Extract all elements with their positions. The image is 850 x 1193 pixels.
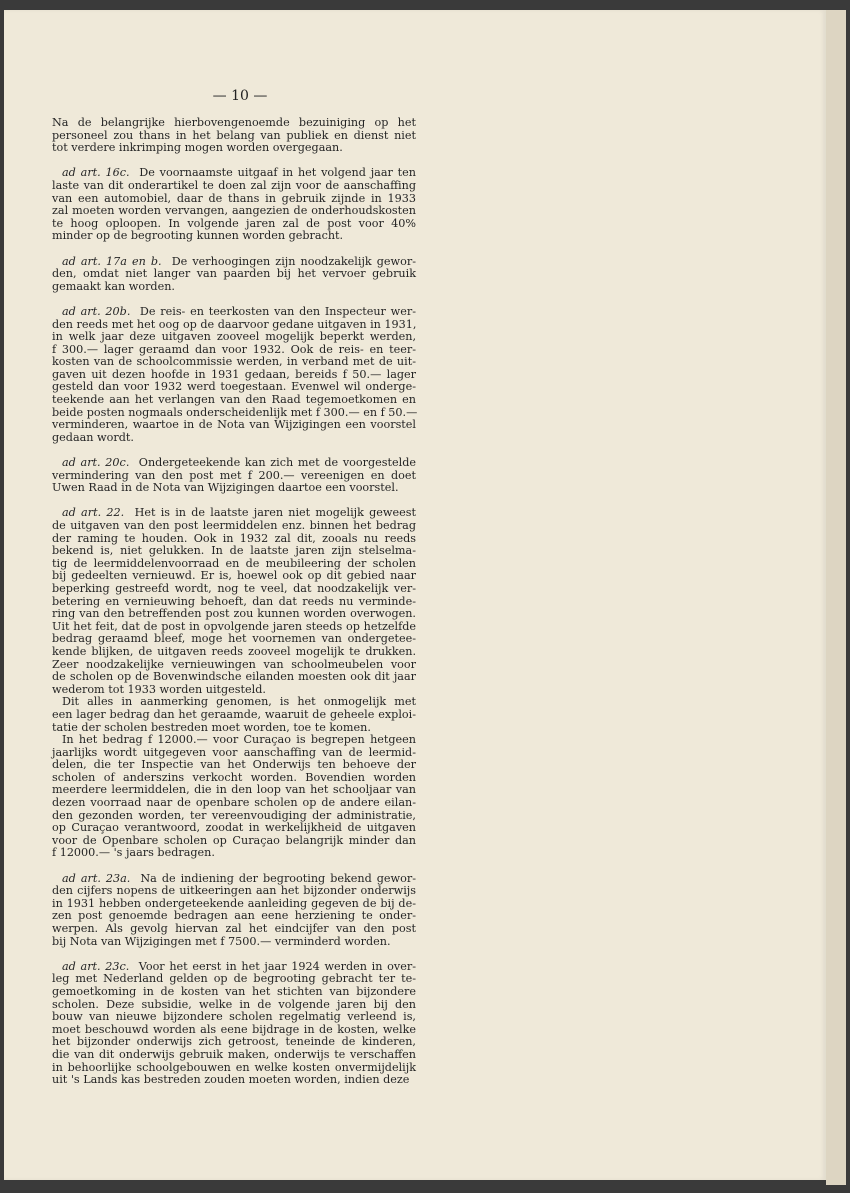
line-text: bij Nota van Wijzigingen met f 7500.— verminderd worden. bbox=[52, 934, 391, 948]
line-text: f 12000.— 's jaars bedragen. bbox=[52, 846, 215, 860]
line-text: gemoetkoming in de kosten van het stichten van bijzondere bbox=[52, 984, 416, 998]
line-text: bij gedeelten vernieuwd. Er is, hoewel ook op dit gebied naar bbox=[52, 569, 416, 583]
line-text: den, omdat niet langer van paarden bij het vervoer gebruik bbox=[52, 267, 416, 281]
line-text: de scholen op de Bovenwindsche eilanden moesten ook dit jaar bbox=[52, 670, 416, 684]
line-text: Na de belangrijke hierbovengenoemde bezuiniging op het bbox=[52, 116, 416, 129]
line-text: scholen. Deze subsidie, welke in de volgende jaren bij den bbox=[52, 997, 416, 1011]
article-reference: ad art. 23c. bbox=[62, 959, 130, 973]
line-text: ring van den betreffenden post zou kunnen worden overwogen. bbox=[52, 607, 416, 621]
line-text: een lager bedrag dan het geraamde, waaruit de geheele exploi- bbox=[52, 707, 416, 721]
paragraph bbox=[52, 734, 416, 860]
line-text: bouw van nieuwe bijzondere scholen regelmatig verleend is, bbox=[52, 1010, 416, 1024]
line-text: Na de indiening der begrooting bekend gewor- bbox=[140, 871, 416, 885]
article-reference: ad art. 23a. bbox=[62, 871, 131, 885]
line-text: beide posten nogmaals onderscheidenlijk met f 300.— en f 50.— bbox=[52, 405, 418, 419]
text-line bbox=[52, 142, 416, 155]
article-reference: ad art. 20c. bbox=[62, 456, 130, 470]
line-text: in behoorlijke schoolgebouwen en welke kosten onvermijdelijk bbox=[52, 1060, 416, 1074]
line-text: wederom tot 1933 worden uitgesteld. bbox=[52, 682, 266, 696]
line-text: tatie der scholen bestreden moet worden, toe te komen. bbox=[52, 720, 371, 734]
page-number: — 10 — bbox=[212, 88, 268, 104]
line-text: Ondergeteekende kan zich met de voorgestelde bbox=[138, 456, 416, 470]
line-text: betering en vernieuwing behoeft, dan dat reeds nu verminde- bbox=[52, 594, 416, 608]
line-text: f 300.— lager geraamd dan voor 1932. Ook de reis- en teer- bbox=[52, 342, 416, 356]
text-column bbox=[52, 117, 416, 1087]
line-text: Zeer noodzakelijke vernieuwingen van schoolmeubelen voor bbox=[52, 657, 416, 671]
line-text: personeel zou thans in het belang van publiek en dienst niet bbox=[52, 128, 416, 142]
line-text: jaarlijks wordt uitgegeven voor aanschaffing van de leermid- bbox=[52, 745, 416, 759]
line-text: Het is in de laatste jaren niet mogelijk geweest bbox=[134, 506, 416, 520]
line-text: Uwen Raad in de Nota van Wijzigingen daartoe een voorstel. bbox=[52, 481, 399, 495]
line-text: kosten van de schoolcommissie werden, in verband met de uit- bbox=[52, 355, 416, 369]
paragraph bbox=[52, 167, 416, 243]
paragraph bbox=[52, 457, 416, 495]
line-text: zen post genoemde bedragen aan eene herziening te onder- bbox=[52, 909, 416, 923]
line-text: de uitgaven van den post leermiddelen enz. binnen het bedrag bbox=[52, 519, 416, 532]
text-line bbox=[52, 1074, 416, 1087]
paragraph bbox=[52, 117, 416, 155]
line-text: kende blijken, de uitgaven reeds zooveel mogelijk te drukken. bbox=[52, 644, 416, 658]
text-line bbox=[52, 281, 416, 294]
line-text: gemaakt kan worden. bbox=[52, 279, 175, 293]
paragraph bbox=[52, 696, 416, 734]
line-text: het bijzonder onderwijs zich getroost, teneinde de kinderen, bbox=[52, 1035, 416, 1049]
article-reference: ad art. 22. bbox=[62, 506, 125, 520]
line-text: minder op de begrooting kunnen worden gebracht. bbox=[52, 229, 344, 243]
line-text: meerdere leermiddelen, die in den loop van het schooljaar van bbox=[52, 783, 416, 797]
line-text: tig de leermiddelenvoorraad en de meubileering der scholen bbox=[52, 556, 416, 570]
line-text: beperking gestreefd wordt, nog te veel, dat noodzakelijk ver- bbox=[52, 581, 416, 595]
line-text: leg met Nederland gelden op de begrooting gebracht ter te- bbox=[52, 972, 416, 986]
line-text: op Curaçao verantwoord, zoodat in werkelijkheid de uitgaven bbox=[52, 821, 416, 835]
line-text: gedaan wordt. bbox=[52, 430, 134, 444]
line-text: den gezonden worden, ter vereenvoudiging der administratie, bbox=[52, 808, 416, 822]
line-text: Voor het eerst in het jaar 1924 werden in over- bbox=[138, 959, 416, 973]
line-text: te hoog oploopen. In volgende jaren zal de post voor 40% bbox=[52, 216, 416, 230]
line-text: van een automobiel, daar de thans in gebruik zijnde in 1933 bbox=[52, 191, 416, 205]
line-text: moet beschouwd worden als eene bijdrage in de kosten, welke bbox=[52, 1022, 416, 1036]
line-text: zal moeten worden vervangen, aangezien de onderhoudskosten bbox=[52, 204, 416, 218]
line-text: der raming te houden. Ook in 1932 zal dit, zooals nu reeds bbox=[52, 531, 416, 545]
line-text: die van dit onderwijs gebruik maken, onderwijs te verschaffen bbox=[52, 1047, 416, 1061]
line-text: dezen voorraad naar de openbare scholen op de andere eilan- bbox=[52, 796, 416, 810]
line-text: teekende aan het verlangen van den Raad tegemoetkomen en bbox=[52, 393, 416, 407]
line-text: den reeds met het oog op de daarvoor gedane uitgaven in 1931, bbox=[52, 317, 417, 331]
text-line bbox=[52, 432, 416, 445]
line-text: bedrag geraamd bleef, moge het voornemen van ondergetee- bbox=[52, 632, 416, 646]
line-text: delen, die ter Inspectie van het Onderwijs ten behoeve der bbox=[52, 758, 416, 772]
article-reference: ad art. 16c. bbox=[62, 166, 130, 180]
line-text: uit 's Lands kas bestreden zouden moeten worden, indien deze bbox=[52, 1073, 410, 1087]
line-text: den cijfers nopens de uitkeeringen aan het bijzonder onderwijs bbox=[52, 884, 416, 898]
line-text: De reis- en teerkosten van den Inspecteur wer- bbox=[139, 304, 416, 318]
line-text: werpen. Als gevolg hiervan zal het eindcijfer van den post bbox=[52, 922, 416, 935]
line-text: De verhoogingen zijn noodzakelijk gewor- bbox=[171, 254, 416, 268]
line-text: Uit het feit, dat de post in opvolgende jaren steeds op hetzelfde bbox=[52, 619, 416, 633]
line-text: verminderen, waartoe in de Nota van Wijzigingen een voorstel bbox=[52, 418, 416, 432]
line-text: De voornaamste uitgaaf in het volgend jaar ten bbox=[139, 166, 416, 180]
article-reference: ad art. 20b. bbox=[62, 304, 131, 318]
line-text: in 1931 hebben ondergeteekende aanleiding gegeven de bij de- bbox=[52, 896, 416, 910]
line-text: gaven uit dezen hoofde in 1931 gedaan, bereids f 50.— lager bbox=[52, 367, 416, 381]
line-text: Dit alles in aanmerking genomen, is het onmogelijk met bbox=[62, 695, 416, 709]
article-reference: ad art. 17a en b. bbox=[62, 254, 162, 268]
paragraph bbox=[52, 256, 416, 294]
line-text: voor de Openbare scholen op Curaçao belangrijk minder dan bbox=[52, 833, 416, 847]
line-text: scholen of anderszins verkocht worden. Bovendien worden bbox=[52, 770, 416, 784]
line-text: in welk jaar deze uitgaven zooveel mogelijk beperkt werden, bbox=[52, 330, 416, 344]
line-text: In het bedrag f 12000.— voor Curaçao is begrepen hetgeen bbox=[62, 733, 416, 747]
line-text: bekend is, niet gelukken. In de laatste jaren zijn stelselma- bbox=[52, 544, 416, 558]
text-line bbox=[52, 482, 416, 495]
text-line bbox=[52, 847, 416, 860]
text-line bbox=[52, 936, 416, 949]
line-text: tot verdere inkrimping mogen worden overgegaan. bbox=[52, 141, 343, 155]
paragraph bbox=[52, 507, 416, 696]
text-line bbox=[52, 230, 416, 243]
line-text: vermindering van den post met f 200.— vereenigen en doet bbox=[52, 468, 416, 482]
line-text: laste van dit onderartikel te doen zal zijn voor de aanschaffing bbox=[52, 178, 416, 192]
paragraph bbox=[52, 873, 416, 949]
line-text: gesteld dan voor 1932 werd toegestaan. Evenwel wil onderge- bbox=[52, 380, 416, 394]
paragraph bbox=[52, 306, 416, 445]
page-edge bbox=[826, 10, 846, 1185]
paragraph bbox=[52, 961, 416, 1087]
